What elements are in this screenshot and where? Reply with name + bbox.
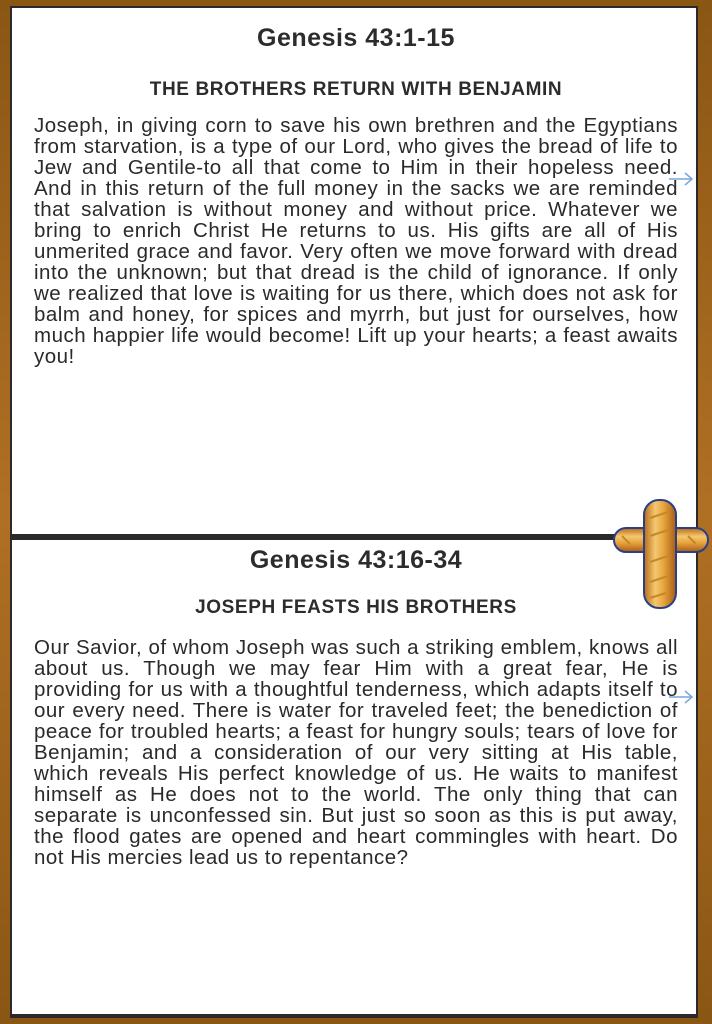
- section-heading: JOSEPH FEASTS HIS BROTHERS: [195, 597, 517, 618]
- right-arrow-icon[interactable]: [668, 172, 694, 186]
- bread-cross-icon: [612, 498, 710, 610]
- section-heading: THE BROTHERS RETURN WITH BENJAMIN: [149, 79, 563, 100]
- right-arrow-icon[interactable]: [668, 690, 694, 704]
- scripture-reference: Genesis 43:1-15: [257, 24, 455, 52]
- devotional-text: Our Savior, of whom Joseph was such a striking emblem, knows all about us. Though we may fear Him with a great fear, He is providing for us with a thoughtful tenderness, which adapts itself to our every need. There is water for traveled feet; the benediction of peace for troubled hearts; a feast for hungry souls; tears of love for Benjamin; and a consideration of our very sitting at His table, which reveals His perfect knowledge of us. He waits to manifest himself as He does not to the world. The only thing that can separate is unconfessed sin. But just so soon as this is put away, the flood gates are opened and heart commingles with heart. Do not His mercies lead us to repentance?: [34, 636, 678, 869]
- scripture-reference: Genesis 43:16-34: [249, 546, 463, 574]
- devotional-card-1: [12, 8, 696, 534]
- devotional-text: Joseph, in giving corn to save his own brethren and the Egyptians from starvation, is a type of our Lord, who gives the bread of life to Jew and Gentile-to all that come to Him in their hopeless need. And in this return of the full money in the sacks we are reminded that salvation is without money and without price. Whatever we bring to enrich Christ He returns to us. His gifts are all of His unmerited grace and favor. Very often we move forward with dread into the unknown; but that dread is the child of ignorance. If only we realized that love is waiting for us there, which does not ask for balm and honey, for spices and myrrh, but just for ourselves, how much happier life would become! Lift up your hearts; a feast awaits you!: [34, 114, 678, 368]
- devotional-card-2: [12, 540, 696, 1014]
